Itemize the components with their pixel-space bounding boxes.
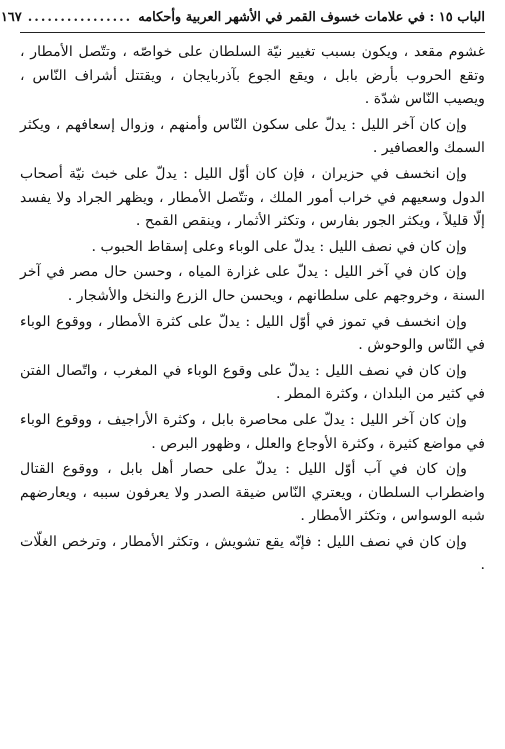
paragraph: وإن كان في نصف الليل : فإنّه يقع تشويش ، وتكثر الأمطار ، وترخص الغلّات . <box>20 533 485 574</box>
paragraph: وإن انخسف في تموز في أوّل الليل : يدلّ على كثرة الأمطار ، ووقوع الوباء في النّاس والوحوش . <box>20 313 485 354</box>
paragraph: وإن كان آخر الليل : يدلّ على محاصرة بابل ، وكثرة الأراجيف ، ووقوع الوباء في مواضع كثيرة ، وكثرة الأوجاع والعلل ، وظهور البرص . <box>20 411 485 452</box>
paragraph: وإن كان في نصف الليل : يدلّ على وقوع الوباء في المغرب ، واتّصال الفتن في كثير من البلدان ، وكثرة المطر . <box>20 362 485 403</box>
paragraph: وإن كان في آخر الليل : يدلّ على غزارة المياه ، وحسن حال مصر في آخر السنة ، وخروجهم على سلطانهم ، ويحسن حال الزرع والنخل والأشجار . <box>20 264 485 304</box>
paragraph: غشوم مقعد ، ويكون بسبب تغيير نيّة السلطان على خواصّه ، وتتّصل الأمطار ، وتقع الحروب بأرض بابل ، ويقع الجوع بآذربايجان ، ويقتتل أشراف النّاس ، ويصيب النّاس شدّة . <box>20 44 485 108</box>
chapter-title: الباب ١٥ : في علامات خسوف القمر في الأشهر العربية وأحكامه <box>138 10 485 25</box>
paragraph: وإن انخسف في حزيران ، فإن كان أوّل الليل : يدلّ على خبث نيّة أصحاب الدول وسعيهم في خراب أمور الملك ، وتتّصل الأمطار ، ويظهر الجراد ولا يفسد إلّا قليلاً ، ويكثر الجور بفارس ، وتكثر الأثمار ، وينقص القمح . <box>20 165 485 230</box>
paragraph: وإن كان في نصف الليل : يدلّ على الوباء وعلى إسقاط الحبوب . <box>91 238 467 255</box>
paragraph: وإن كان آخر الليل : يدلّ على سكون النّاس وأمنهم ، وزوال إسعافهم ، ويكثر السمك والعصافير . <box>20 116 485 157</box>
dot-leader: ................ <box>27 10 133 25</box>
body-text <box>20 41 485 578</box>
paragraph: وإن كان في آب أوّل الليل : يدلّ على حصار أهل بابل ، ووقوع القتال واضطراب السلطان ، ويعتري النّاس ضيقة الصدر ولا يعرفون سببه ، ويعارضهم شبه الوسواس ، وتكثر الأمطار . <box>20 461 485 525</box>
running-header <box>0 10 485 33</box>
page-number: ١٦٧ <box>0 10 22 25</box>
